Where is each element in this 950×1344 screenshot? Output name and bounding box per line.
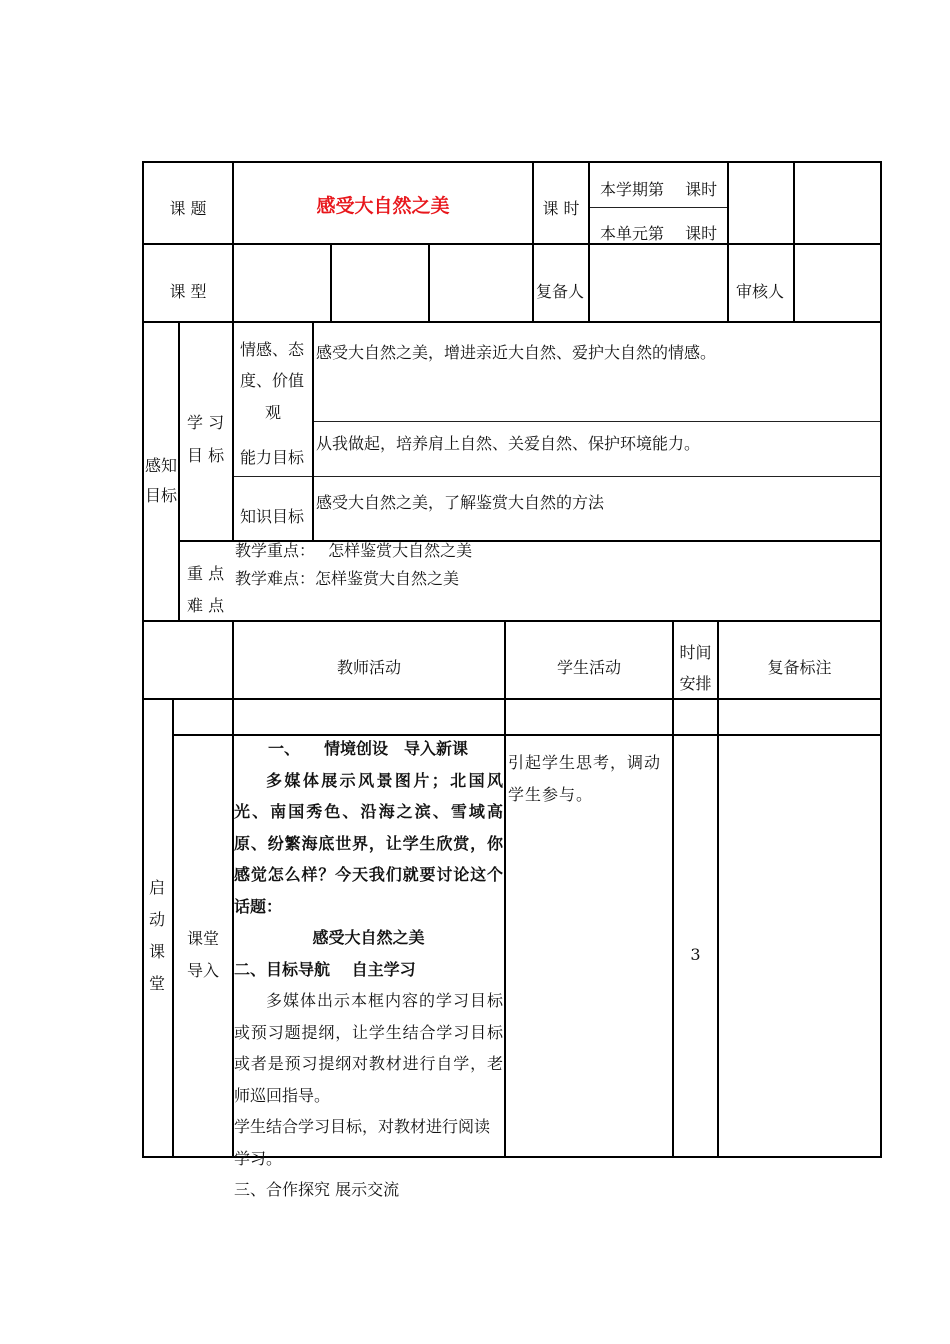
col-line-l [504,620,506,1158]
key-label-line2: 难 点 [187,596,225,615]
col-line-j [312,321,314,542]
key-point: 教学重点： 怎样鉴赏大自然之美 [235,541,473,560]
reviewer-label: 审核人 [736,282,785,301]
learning-goals-label-line2: 目 标 [187,446,225,465]
period-divider [589,207,728,208]
sub-label-line1: 课堂 [187,929,220,948]
emotion-label-line2: 度、价值 [240,371,305,390]
row-divider-2 [142,321,882,323]
col-line-i [232,321,234,542]
teacher-activity-header: 教师活动 [336,658,401,677]
row-divider-3 [142,620,882,622]
goal-divider-1 [312,421,882,422]
teacher-line-3: 感受大自然之美 [312,928,425,947]
teacher-line-5: 多媒体出示本框内容的学习目标或预习题提纲，让学生结合学习目标或者是预习提纲对教材进行自学，老师巡回指导。 [234,991,503,1105]
section-label-line2: 目标 [145,486,178,505]
teacher-activity-content [234,733,503,1206]
co-preparer-label: 复备人 [536,282,585,301]
knowledge-label: 知识目标 [240,507,305,526]
time-value: 3 [690,945,701,964]
col-line-m [672,620,674,1158]
row-divider-4 [142,698,882,700]
col-line-e [793,161,795,322]
sub-label-line2: 导入 [187,961,220,980]
teacher-line-6: 学生结合学习目标，对教材进行阅读学习。 [234,1117,491,1168]
table-top-border [142,161,882,163]
section-label-line1: 感知 [145,456,178,475]
col-line-a [232,161,234,322]
learning-goals-label-line1: 学 习 [187,413,225,432]
lesson-type-label: 课 型 [169,282,207,301]
notes-header: 复备标注 [767,658,832,677]
emotion-text: 感受大自然之美，增进亲近大自然、爱护大自然的情感。 [316,343,717,362]
student-activity-header: 学生活动 [556,658,621,677]
col-line-d [727,161,729,322]
emotion-label-line3: 观 [264,403,281,422]
goal-divider-2 [233,476,882,477]
col-line-h [178,321,180,621]
key-label-line1: 重 点 [187,564,225,583]
semester-period: 本学期第 课时 [600,180,718,199]
difficult-point: 教学难点：怎样鉴赏大自然之美 [235,569,460,588]
time-header-line1: 时间 [679,643,712,662]
table-left-border [142,161,144,1158]
row-divider-1 [142,243,882,245]
topic-title: 感受大自然之美 [316,195,450,217]
teacher-line-4: 二、目标导航 自主学习 [234,959,416,979]
time-header-line2: 安排 [679,674,712,693]
knowledge-text: 感受大自然之美，了解鉴赏大自然的方法 [316,493,605,512]
col-line-c [588,161,590,322]
col-line-b [532,161,534,322]
col-line-o [172,698,174,1158]
unit-period: 本单元第 课时 [600,224,718,243]
ability-text: 从我做起，培养肩上自然、关爱自然、保护环境能力。 [316,434,701,453]
start-class-label: 启 动 课 堂 [148,878,165,993]
teacher-line-7: 三、合作探究 展示交流 [234,1180,400,1199]
teacher-line-1: 一、 情境创设 导入新课 [268,739,469,758]
topic-label: 课 题 [169,199,207,218]
col-line-g [428,243,430,322]
period-label: 课 时 [542,199,580,218]
emotion-label-line1: 情感、态 [240,340,305,359]
table-right-border [880,161,882,1158]
teacher-line-2: 多媒体展示风景图片；北国风光、南国秀色、沿海之滨、雪域高原、纷繁海底世界，让学生欣赏，你感觉怎么样？今天我们就要讨论这个话题： [234,770,503,916]
student-activity-text: 引起学生思考，调动学生参与。 [508,753,662,804]
col-line-n [717,620,719,1158]
col-line-f [330,243,332,322]
ability-label: 能力目标 [240,448,305,467]
